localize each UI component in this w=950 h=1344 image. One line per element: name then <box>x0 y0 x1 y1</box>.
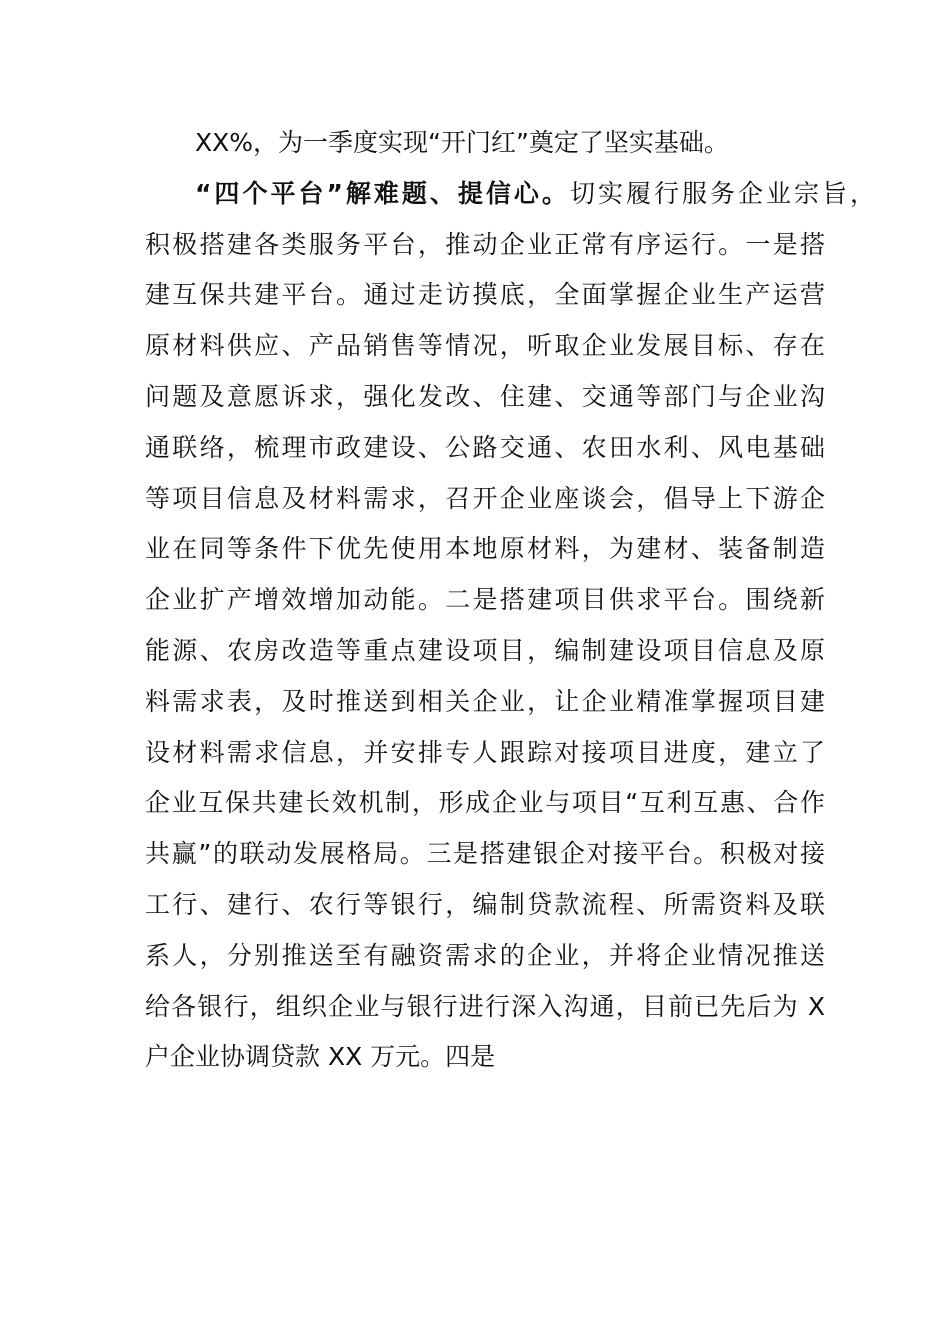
line-text: 等项目信息及材料需求，召开企业座谈会，倡导上下游企 <box>145 483 825 513</box>
paragraph-line-12 <box>145 677 825 728</box>
line-text: 系人，分别推送至有融资需求的企业，并将企业情况推送 <box>145 940 825 970</box>
line-text: 企业扩产增效增加动能。二是搭建项目供求平台。围绕新 <box>145 585 825 615</box>
paragraph-line-16 <box>145 880 825 931</box>
paragraph-line-5 <box>145 321 825 372</box>
paragraph-heading-line <box>145 169 875 220</box>
line-text: 积极搭建各类服务平台，推动企业正常有序运行。一是搭 <box>145 229 825 259</box>
line-text: 料需求表，及时推送到相关企业，让企业精准掌握项目建 <box>145 686 825 716</box>
paragraph-line-4 <box>145 270 825 321</box>
paragraph-line-19 <box>145 1032 845 1083</box>
line-text: 问题及意愿诉求，强化发改、住建、交通等部门与企业沟 <box>145 381 825 411</box>
paragraph-line-6 <box>145 372 825 423</box>
paragraph-line-7 <box>145 423 825 474</box>
body-text <box>145 118 875 1083</box>
line-text: 给各银行，组织企业与银行进行深入沟通，目前已先后为 X <box>145 991 825 1021</box>
paragraph-line-13 <box>145 728 825 779</box>
line-text: 共赢”的联动发展格局。三是搭建银企对接平台。积极对接 <box>145 839 825 869</box>
line-text: 原材料供应、产品销售等情况，听取企业发展目标、存在 <box>145 331 825 361</box>
line-text: 业在同等条件下优先使用本地原材料，为建材、装备制造 <box>145 534 825 564</box>
paragraph-line-11 <box>145 626 825 677</box>
line-text: 建互保共建平台。通过走访摸底，全面掌握企业生产运营 <box>145 280 825 310</box>
line-text: 切实履行服务企业宗旨， <box>569 178 875 208</box>
line-text: 工行、建行、农行等银行，编制贷款流程、所需资料及联 <box>145 889 825 919</box>
paragraph-line-9 <box>145 524 825 575</box>
line-text: 设材料需求信息，并安排专人跟踪对接项目进度，建立了 <box>145 737 825 767</box>
paragraph-heading: “四个平台”解难题、提信心。 <box>195 178 570 208</box>
line-text: 通联络，梳理市政建设、公路交通、农田水利、风电基础 <box>145 432 825 462</box>
paragraph-line-3 <box>145 220 825 271</box>
paragraph-line-18 <box>145 982 825 1033</box>
paragraph-line-15 <box>145 829 825 880</box>
line-text: 能源、农房改造等重点建设项目，编制建设项目信息及原 <box>145 635 825 665</box>
line-text: XX%，为一季度实现“开门红”奠定了坚实基础。 <box>195 128 729 157</box>
line-text: 户企业协调贷款 XX 万元。四是 <box>145 1042 496 1072</box>
paragraph-line-10 <box>145 575 825 626</box>
paragraph-line-1 <box>145 118 845 169</box>
paragraph-line-14 <box>145 778 825 829</box>
paragraph-line-17 <box>145 931 825 982</box>
paragraph-line-8 <box>145 474 825 525</box>
line-text: 企业互保共建长效机制，形成企业与项目“互利互惠、合作 <box>145 788 825 818</box>
